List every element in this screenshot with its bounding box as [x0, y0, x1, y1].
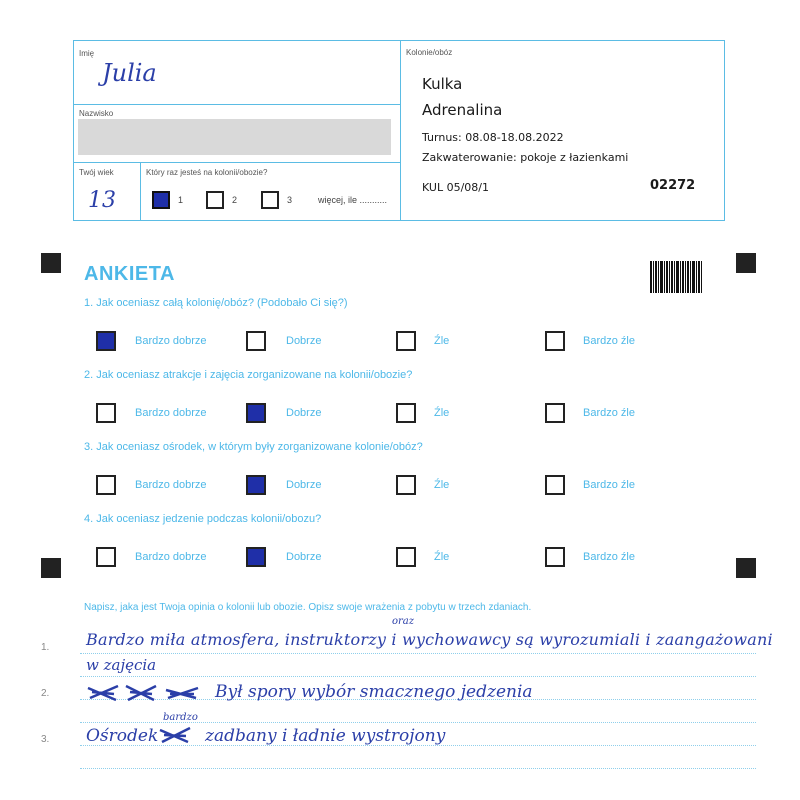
answer-option-label: Źle	[434, 407, 450, 419]
times-more: więcej, ile ...........	[318, 195, 388, 205]
answer-checkbox[interactable]	[545, 403, 565, 423]
age-value: 13	[88, 188, 116, 213]
times-checkbox-1[interactable]	[152, 191, 170, 209]
camp-program: Adrenalina	[422, 101, 503, 119]
header-divider	[74, 162, 400, 163]
answer-line	[80, 676, 756, 677]
crossed-out-scribble	[158, 724, 192, 746]
times-checkbox-2[interactable]	[206, 191, 224, 209]
answer-option-label: Bardzo źle	[583, 407, 635, 419]
answer-option-label: Dobrze	[286, 335, 322, 347]
answer-checkbox[interactable]	[545, 475, 565, 495]
registration-marker	[41, 558, 61, 578]
question-text: 3. Jak oceniasz ośrodek, w którym były zorganizowane kolonie/obóz?	[84, 441, 423, 453]
times-option-3: 3	[287, 195, 293, 205]
registration-marker	[736, 558, 756, 578]
times-label: Który raz jesteś na kolonii/obozie?	[146, 168, 268, 177]
times-checkbox-3[interactable]	[261, 191, 279, 209]
answer-checkbox[interactable]	[246, 403, 266, 423]
answer-option-label: Dobrze	[286, 407, 322, 419]
camp-label: Kolonie/obóz	[406, 48, 453, 57]
age-label: Twój wiek	[79, 168, 114, 177]
barcode-icon	[650, 261, 702, 293]
opinion-line-1-cont: w zajęcia	[86, 656, 157, 674]
header-divider	[400, 41, 401, 221]
name-value: Julia	[102, 59, 157, 87]
answer-checkbox[interactable]	[96, 475, 116, 495]
answer-option-label: Źle	[434, 479, 450, 491]
question-text: 1. Jak oceniasz całą kolonię/obóz? (Podobało Ci się?)	[84, 297, 348, 309]
survey-title: ANKIETA	[84, 263, 175, 285]
answer-option-label: Bardzo dobrze	[135, 551, 207, 563]
surname-redacted	[78, 119, 391, 155]
answer-option-label: Bardzo dobrze	[135, 479, 207, 491]
times-option-2: 2	[232, 195, 238, 205]
answer-option-label: Bardzo dobrze	[135, 407, 207, 419]
answer-option-label: Bardzo dobrze	[135, 335, 207, 347]
handwritten-insert: oraz	[392, 616, 415, 627]
crossed-out-scribble	[86, 680, 206, 704]
question-text: 4. Jak oceniasz jedzenie podczas kolonii/obozu?	[84, 513, 322, 525]
surname-label: Nazwisko	[79, 109, 114, 118]
answer-checkbox[interactable]	[96, 547, 116, 567]
answer-option-label: Źle	[434, 551, 450, 563]
answer-checkbox[interactable]	[96, 331, 116, 351]
opinion-prompt: Napisz, jaka jest Twoja opinia o kolonii lub obozie. Opisz swoje wrażenia z pobytu w trzech zdaniach.	[84, 602, 532, 613]
answer-line	[80, 768, 756, 769]
opinion-line-3-start: Ośrodek	[86, 726, 159, 746]
opinion-line-3-end: zadbany i ładnie wystrojony	[205, 726, 446, 746]
answer-checkbox[interactable]	[396, 547, 416, 567]
answer-checkbox[interactable]	[396, 331, 416, 351]
line-number: 2.	[41, 688, 50, 699]
answer-option-label: Bardzo źle	[583, 551, 635, 563]
answer-checkbox[interactable]	[545, 547, 565, 567]
answer-option-label: Bardzo źle	[583, 479, 635, 491]
registration-marker	[41, 253, 61, 273]
line-number: 3.	[41, 734, 50, 745]
header-divider	[140, 162, 141, 221]
form-number: 02272	[650, 178, 696, 193]
answer-checkbox[interactable]	[96, 403, 116, 423]
answer-checkbox[interactable]	[396, 403, 416, 423]
opinion-line-2: Był spory wybór smacznego jedzenia	[215, 682, 533, 702]
registration-marker	[736, 253, 756, 273]
answer-line	[80, 653, 756, 654]
answer-option-label: Źle	[434, 335, 450, 347]
accommodation-text: Zakwaterowanie: pokoje z łazienkami	[422, 151, 629, 164]
answer-checkbox[interactable]	[545, 331, 565, 351]
answer-checkbox[interactable]	[246, 547, 266, 567]
opinion-line-1: Bardzo miła atmosfera, instruktorzy i wychowawcy są wyrozumiali i zaangażowani	[86, 630, 773, 649]
header-divider	[74, 104, 400, 105]
question-text: 2. Jak oceniasz atrakcje i zajęcia zorganizowane na kolonii/obozie?	[84, 369, 413, 381]
answer-checkbox[interactable]	[246, 475, 266, 495]
answer-checkbox[interactable]	[396, 475, 416, 495]
answer-option-label: Bardzo źle	[583, 335, 635, 347]
answer-checkbox[interactable]	[246, 331, 266, 351]
line-number: 1.	[41, 642, 50, 653]
answer-option-label: Dobrze	[286, 551, 322, 563]
handwritten-insert: bardzo	[163, 712, 198, 723]
name-label: Imię	[79, 49, 95, 58]
times-option-1: 1	[178, 195, 184, 205]
camp-name: Kulka	[422, 75, 463, 93]
turnus-text: Turnus: 08.08-18.08.2022	[422, 131, 564, 144]
header-box	[73, 40, 725, 221]
camp-code: KUL 05/08/1	[422, 181, 489, 194]
answer-option-label: Dobrze	[286, 479, 322, 491]
